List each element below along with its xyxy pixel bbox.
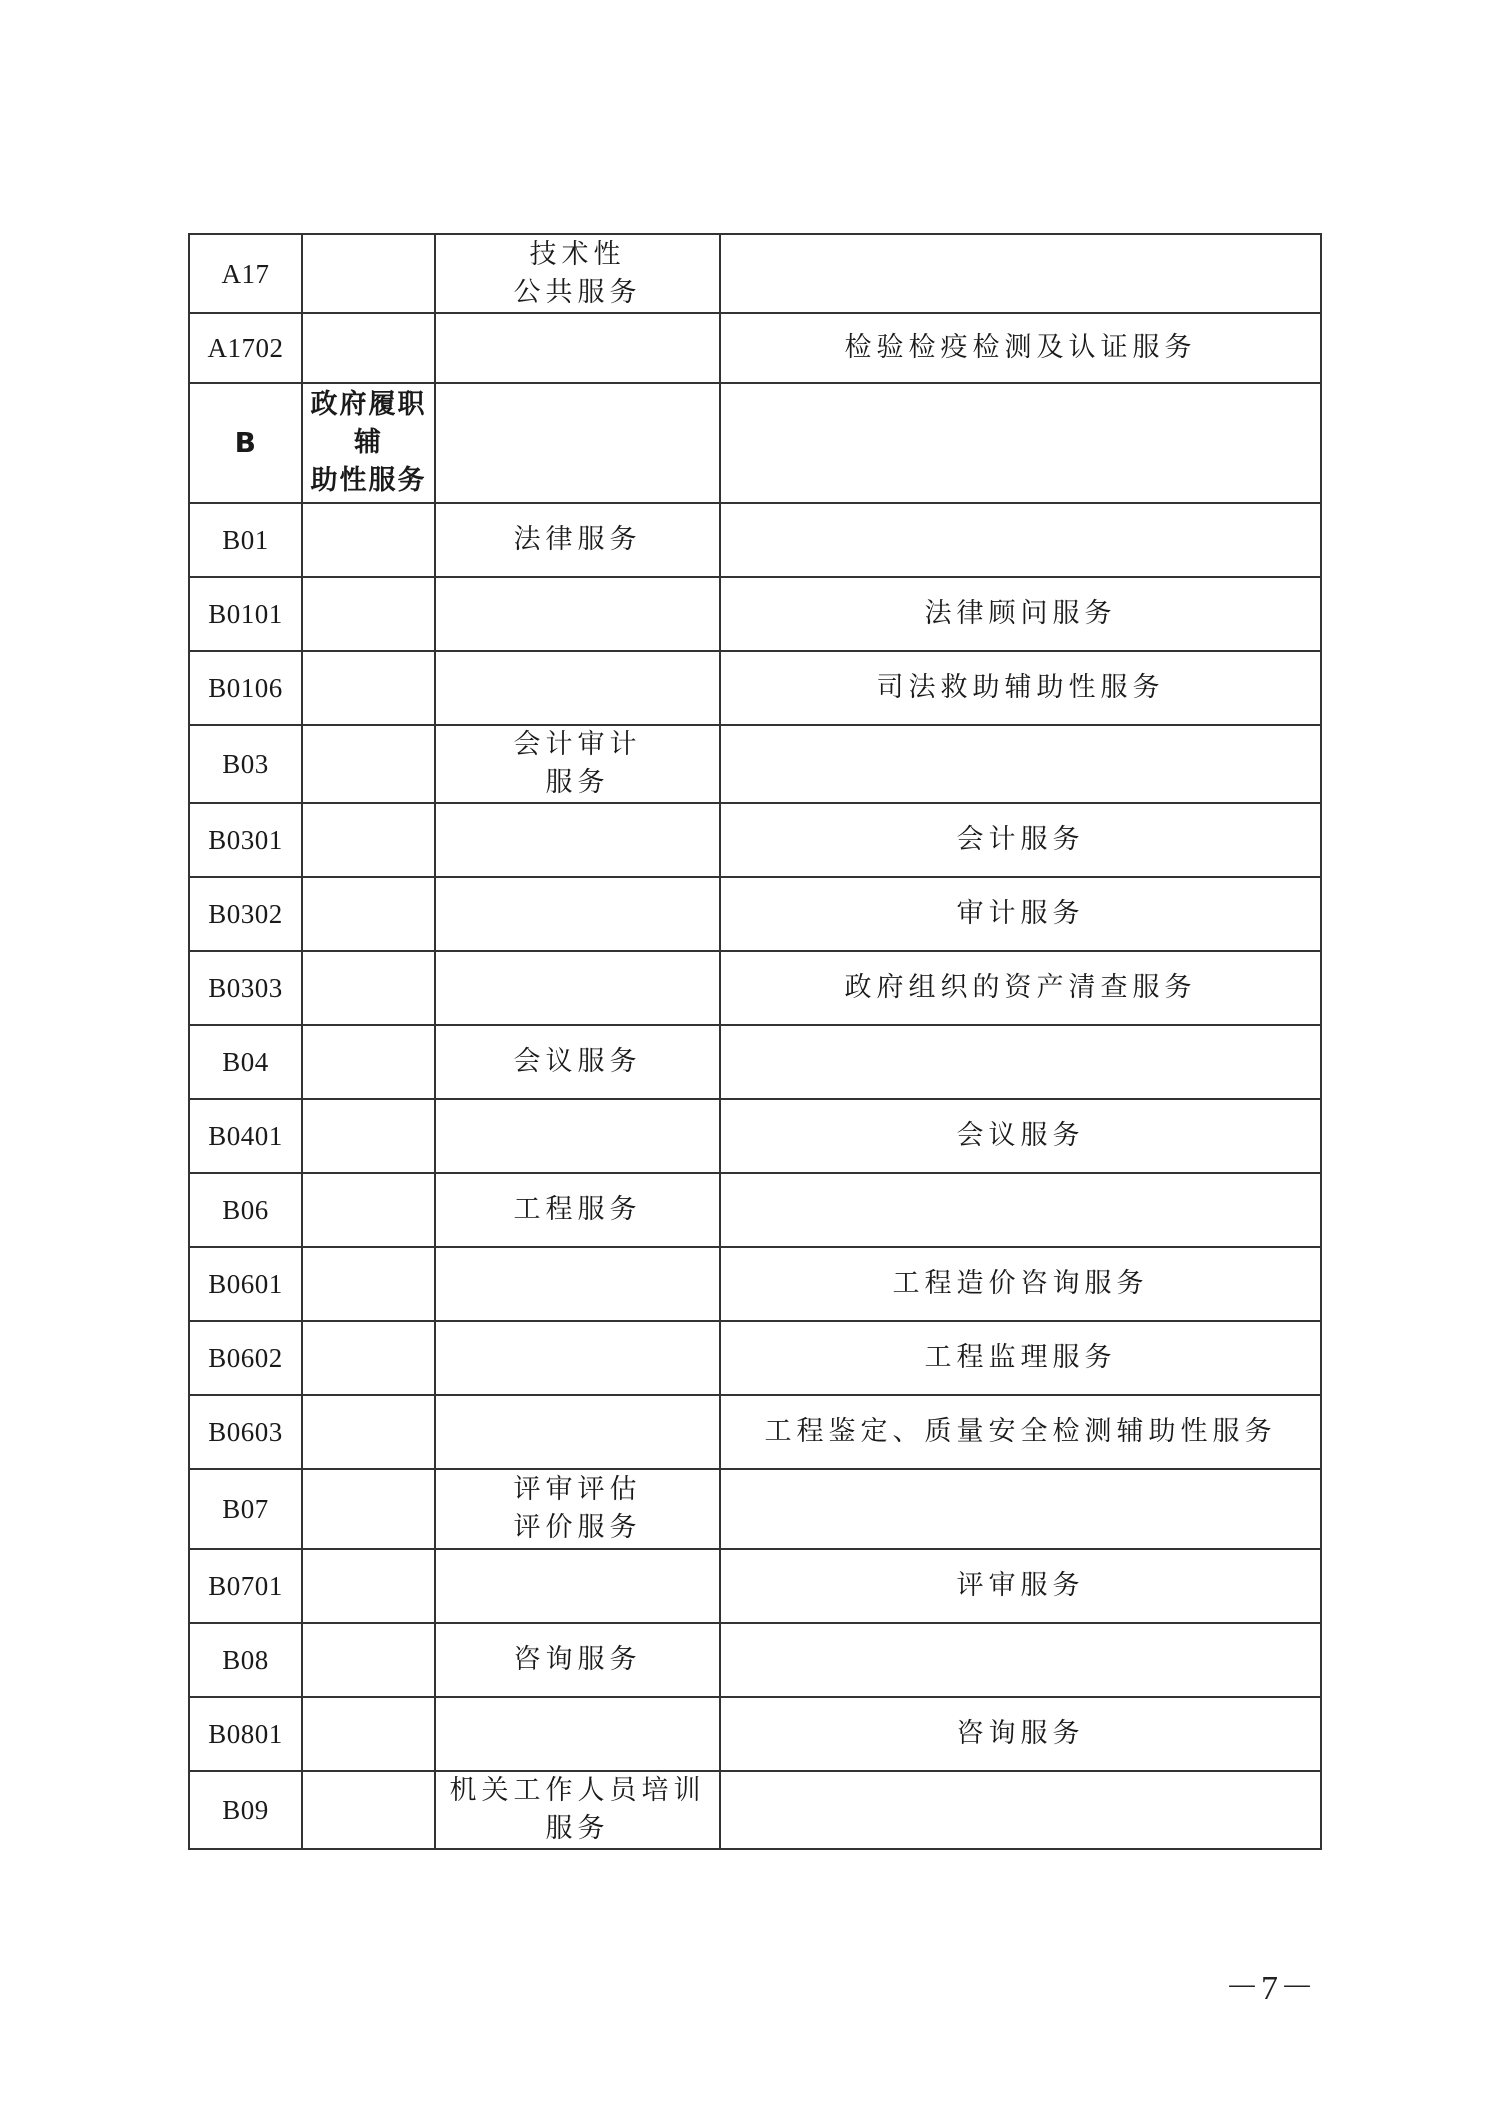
code-cell: B0106 <box>189 651 302 725</box>
level1-category-line: 助性服务 <box>310 465 427 496</box>
table-row <box>189 503 1321 577</box>
level1-category-cell <box>302 1173 435 1247</box>
level1-category-cell <box>302 1623 435 1697</box>
level3-category-cell <box>720 1771 1321 1849</box>
table-row <box>189 1771 1321 1849</box>
code-cell: B0602 <box>189 1321 302 1395</box>
code-cell: B0302 <box>189 877 302 951</box>
level1-category-cell <box>302 313 435 383</box>
table-body <box>189 234 1321 1849</box>
code-cell: B03 <box>189 725 302 803</box>
level3-category-cell <box>720 1469 1321 1549</box>
level2-category-line: 法律服务 <box>513 524 642 555</box>
level2-category-cell <box>435 577 720 651</box>
level2-category-cell <box>435 1469 720 1549</box>
code-cell: B08 <box>189 1623 302 1697</box>
level3-category-cell: 政府组织的资产清查服务 <box>720 951 1321 1025</box>
code-cell: B09 <box>189 1771 302 1849</box>
level2-category-line: 服务 <box>545 1813 610 1844</box>
table-row <box>189 1623 1321 1697</box>
level1-category-cell <box>302 1025 435 1099</box>
level1-category-cell <box>302 234 435 313</box>
table-row <box>189 1099 1321 1173</box>
level1-category-cell <box>302 1469 435 1549</box>
level1-category-cell <box>302 725 435 803</box>
level3-category-cell <box>720 383 1321 503</box>
page-number: －7－ <box>1225 1970 1316 2007</box>
level2-category-cell <box>435 234 720 313</box>
level2-category-cell <box>435 651 720 725</box>
code-cell: A17 <box>189 234 302 313</box>
level3-category-cell: 会计服务 <box>720 803 1321 877</box>
table-row <box>189 1395 1321 1469</box>
level2-category-cell <box>435 1395 720 1469</box>
code-cell: B07 <box>189 1469 302 1549</box>
table-row <box>189 1247 1321 1321</box>
level2-category-cell <box>435 877 720 951</box>
level3-category-cell: 工程监理服务 <box>720 1321 1321 1395</box>
table-row <box>189 651 1321 725</box>
level2-category-line: 会议服务 <box>513 1046 642 1077</box>
level2-category-cell <box>435 313 720 383</box>
level3-category-cell <box>720 1025 1321 1099</box>
level2-category-cell <box>435 1623 720 1697</box>
level3-category-cell: 司法救助辅助性服务 <box>720 651 1321 725</box>
code-cell: B04 <box>189 1025 302 1099</box>
table-row <box>189 234 1321 313</box>
level2-category-cell <box>435 1697 720 1771</box>
level2-category-line: 技术性 <box>529 238 626 270</box>
level2-category-cell <box>435 1247 720 1321</box>
level3-category-cell <box>720 725 1321 803</box>
level1-category-line: 政府履职 <box>310 389 427 420</box>
level1-category-cell <box>302 503 435 577</box>
level2-category-line: 公共服务 <box>513 276 642 308</box>
code-cell: B0701 <box>189 1549 302 1623</box>
code-cell: B0301 <box>189 803 302 877</box>
level3-category-cell <box>720 1173 1321 1247</box>
table-row <box>189 1321 1321 1395</box>
level1-category-cell <box>302 577 435 651</box>
level3-category-cell <box>720 234 1321 313</box>
level2-category-line: 会计审计 <box>513 729 642 760</box>
table-row <box>189 725 1321 803</box>
level1-category-cell <box>302 383 435 503</box>
table-row <box>189 1549 1321 1623</box>
level1-category-cell <box>302 951 435 1025</box>
table-row <box>189 383 1321 503</box>
level1-category-cell <box>302 1099 435 1173</box>
level2-category-line: 评审评估 <box>513 1474 642 1505</box>
level2-category-cell <box>435 1025 720 1099</box>
level1-category-cell <box>302 1697 435 1771</box>
level2-category-cell <box>435 503 720 577</box>
level2-category-cell <box>435 1173 720 1247</box>
code-cell: B0601 <box>189 1247 302 1321</box>
level1-category-cell <box>302 1321 435 1395</box>
level3-category-cell <box>720 1623 1321 1697</box>
service-catalog-table <box>188 233 1322 1850</box>
level2-category-line: 机关工作人员培训 <box>449 1775 706 1806</box>
level3-category-cell: 法律顾问服务 <box>720 577 1321 651</box>
level3-category-cell: 咨询服务 <box>720 1697 1321 1771</box>
table-row <box>189 1469 1321 1549</box>
table-row <box>189 877 1321 951</box>
level1-category-cell <box>302 1549 435 1623</box>
level1-category-line: 辅 <box>354 427 383 458</box>
code-cell: B0401 <box>189 1099 302 1173</box>
level2-category-cell <box>435 1549 720 1623</box>
table-row <box>189 313 1321 383</box>
level2-category-cell <box>435 725 720 803</box>
code-cell: B01 <box>189 503 302 577</box>
code-cell: B0801 <box>189 1697 302 1771</box>
table-row <box>189 577 1321 651</box>
level3-category-cell: 会议服务 <box>720 1099 1321 1173</box>
level3-category-cell: 检验检疫检测及认证服务 <box>720 313 1321 383</box>
level2-category-cell <box>435 383 720 503</box>
level3-category-cell <box>720 503 1321 577</box>
level2-category-cell <box>435 1321 720 1395</box>
level1-category-cell <box>302 651 435 725</box>
level3-category-cell: 工程鉴定、质量安全检测辅助性服务 <box>720 1395 1321 1469</box>
level2-category-line: 服务 <box>545 767 610 798</box>
level2-category-line: 工程服务 <box>513 1194 642 1225</box>
code-cell: B06 <box>189 1173 302 1247</box>
level2-category-cell <box>435 1099 720 1173</box>
level3-category-cell: 审计服务 <box>720 877 1321 951</box>
table-row <box>189 1173 1321 1247</box>
level1-category-cell <box>302 1395 435 1469</box>
level1-category-cell <box>302 803 435 877</box>
code-cell: B0603 <box>189 1395 302 1469</box>
level2-category-line: 评价服务 <box>513 1512 642 1543</box>
table-row <box>189 803 1321 877</box>
code-cell: B0303 <box>189 951 302 1025</box>
level2-category-cell <box>435 951 720 1025</box>
table-row <box>189 1025 1321 1099</box>
table-row <box>189 951 1321 1025</box>
level2-category-line: 咨询服务 <box>513 1644 642 1675</box>
level1-category-cell <box>302 1771 435 1849</box>
code-cell: A1702 <box>189 313 302 383</box>
level2-category-cell <box>435 803 720 877</box>
level3-category-cell: 工程造价咨询服务 <box>720 1247 1321 1321</box>
code-cell: B0101 <box>189 577 302 651</box>
level1-category-cell <box>302 1247 435 1321</box>
level2-category-cell <box>435 1771 720 1849</box>
code-cell: B <box>189 383 302 503</box>
table-row <box>189 1697 1321 1771</box>
level1-category-cell <box>302 877 435 951</box>
level3-category-cell: 评审服务 <box>720 1549 1321 1623</box>
